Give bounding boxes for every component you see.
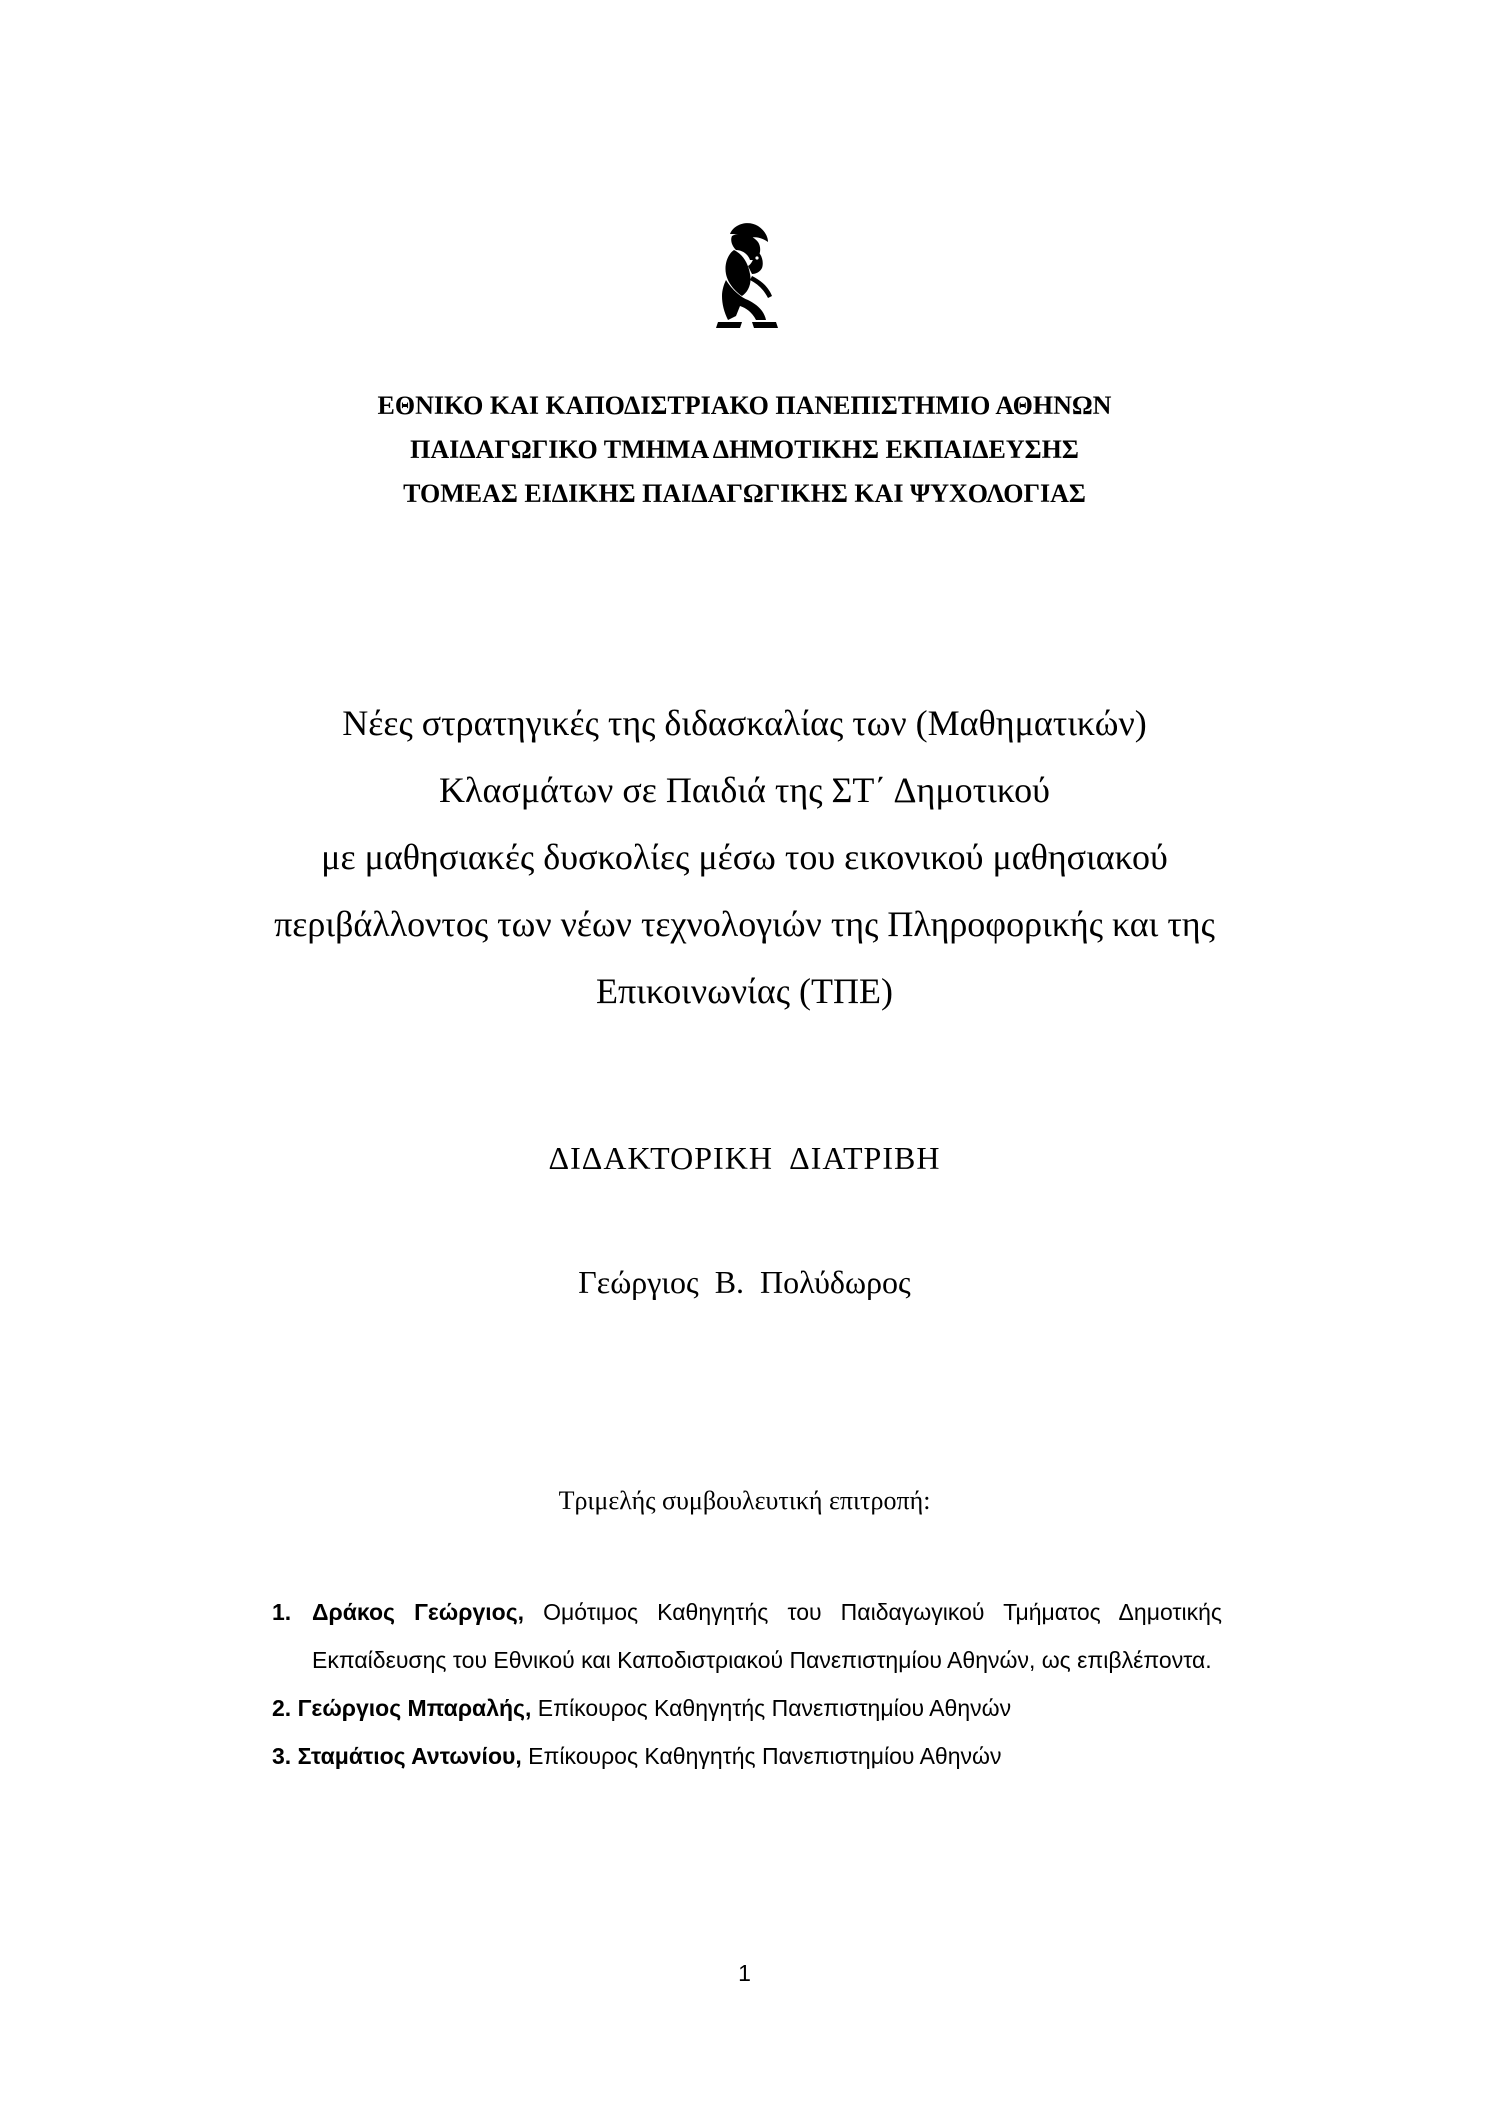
member-number: 3. [272, 1743, 292, 1769]
university-athena-emblem-icon [712, 220, 780, 330]
thesis-title [0, 690, 1489, 1025]
committee-heading: Τριμελής συμβουλευτική επιτροπή: [558, 1486, 931, 1515]
member-name: Δράκος Γεώργιος, [312, 1599, 525, 1625]
member-description: Ομότιμος Καθηγητής του Παιδαγωγικού Τμήματος Δημοτικής Εκπαίδευσης του Εθνικού και Καποδιστριακού Πανεπιστημίου Αθηνών, ως επιβλέποντα. [312, 1599, 1222, 1673]
title-line: Επικοινωνίας (ΤΠΕ) [596, 971, 893, 1011]
title-line: με μαθησιακές δυσκολίες μέσω του εικονικού μαθησιακού [321, 837, 1168, 877]
sector-name: ΤΟΜΕΑΣ ΕΙΔΙΚΗΣ ΠΑΙΔΑΓΩΓΙΚΗΣ ΚΑΙ ΨΥΧΟΛΟΓΙΑΣ [403, 479, 1086, 508]
page-number: 1 [738, 1960, 751, 1986]
committee-member [272, 1732, 1222, 1780]
committee-member [272, 1684, 1222, 1732]
committee-member [272, 1588, 1222, 1684]
department-name: ΠΑΙΔΑΓΩΓΙΚΟ ΤΜΗΜΑ ΔΗΜΟΤΙΚΗΣ ΕΚΠΑΙΔΕΥΣΗΣ [410, 435, 1079, 464]
title-line: Νέες στρατηγικές της διδασκαλίας των (Μαθηματικών) [342, 703, 1147, 743]
thesis-type: ΔΙΔΑΚΤΟΡΙΚΗ ΔΙΑΤΡΙΒΗ [548, 1140, 941, 1176]
title-line: Κλασμάτων σε Παιδιά της ΣΤ΄ Δημοτικού [439, 770, 1050, 810]
member-name: Σταμάτιος Αντωνίου, [297, 1743, 522, 1769]
committee-members-list [272, 1588, 1222, 1780]
member-number: 2. [272, 1695, 292, 1721]
member-name: Γεώργιος Μπαραλής, [297, 1695, 532, 1721]
title-line: περιβάλλοντος των νέων τεχνολογιών της Πληροφορικής και της [274, 904, 1215, 944]
institution-header [0, 384, 1489, 516]
member-number: 1. [272, 1599, 292, 1625]
member-description: Επίκουρος Καθηγητής Πανεπιστημίου Αθηνών [537, 1695, 1012, 1721]
author-name: Γεώργιος Β. Πολύδωρος [578, 1264, 911, 1300]
member-description: Επίκουρος Καθηγητής Πανεπιστημίου Αθηνών [528, 1743, 1002, 1769]
university-name: ΕΘΝΙΚΟ ΚΑΙ ΚΑΠΟΔΙΣΤΡΙΑΚΟ ΠΑΝΕΠΙΣΤΗΜΙΟ ΑΘΗΝΩΝ [377, 391, 1112, 420]
